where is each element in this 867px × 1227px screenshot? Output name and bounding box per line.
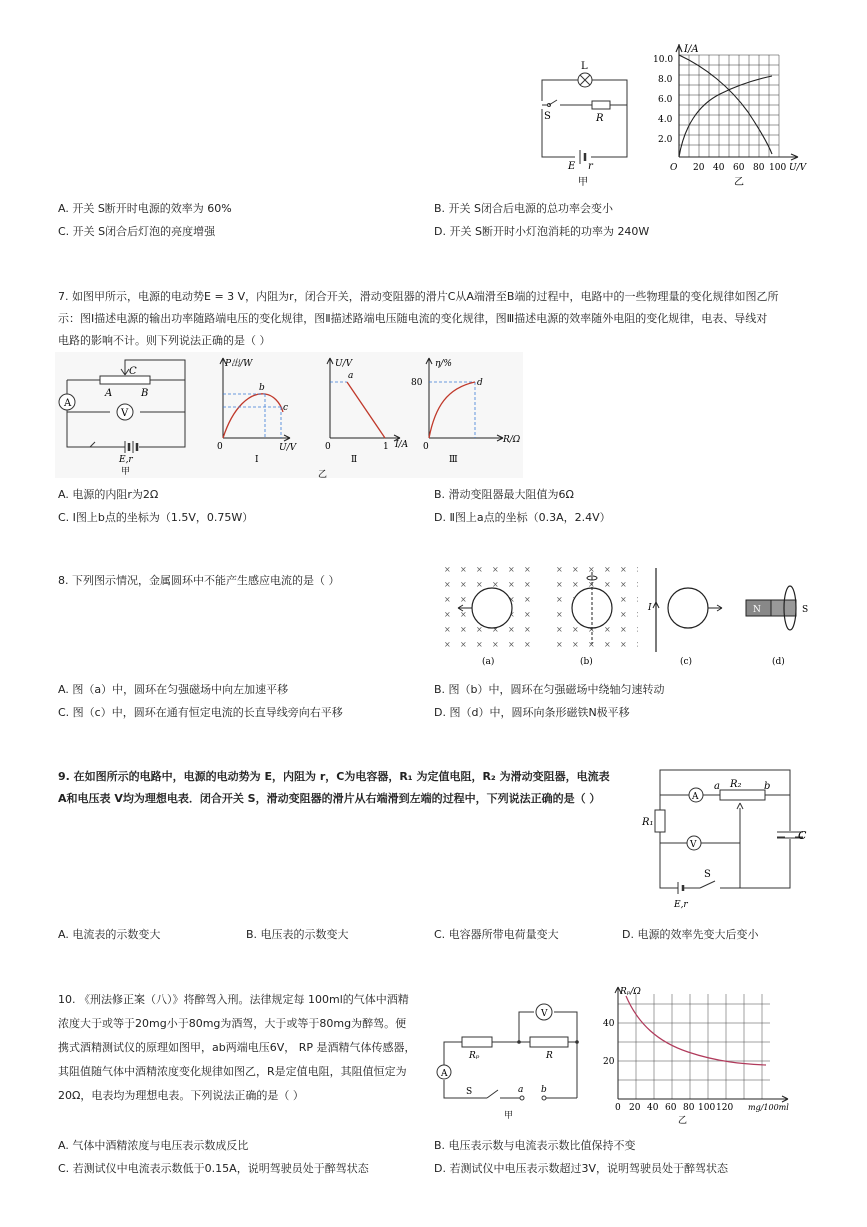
y-tick: 80 bbox=[411, 378, 423, 388]
stem-line: 7. 如图甲所示，电源的电动势E = 3 V，内阻为r，闭合开关，滑动变阻器的滑片C从A端滑至B端的过程中，电路中的一些物理量的变化规律如图乙所 bbox=[58, 290, 779, 303]
internal-r-label: r bbox=[588, 161, 593, 172]
q10-circuit-jia bbox=[432, 1000, 592, 1125]
resistor-label: R bbox=[596, 113, 604, 124]
x-tick: 40 bbox=[647, 1103, 659, 1113]
ammeter-label: A bbox=[441, 1069, 448, 1079]
voltmeter-label: V bbox=[121, 408, 129, 419]
rp-label: Rₚ bbox=[469, 1051, 480, 1061]
switch-label: S bbox=[544, 111, 551, 122]
caption-c: (c) bbox=[680, 657, 693, 667]
y-tick: 10.0 bbox=[653, 55, 674, 65]
stem-line: 示：图Ⅰ描述电源的输出功率随路端电压的变化规律，图Ⅱ描述路端电压随电流的变化规律，图Ⅲ描述电源的效率随外电阻的变化规律，电表、导线对 bbox=[58, 312, 768, 325]
stem-line: A和电压表 V均为理想电表．闭合开关 S，滑动变阻器的滑片从右端滑到左端的过程中，下列说法正确的是（ ） bbox=[58, 792, 601, 805]
option-a[interactable]: A. 电流表的示数变大 bbox=[58, 928, 161, 941]
figure-caption: 甲 bbox=[578, 177, 588, 188]
option-a[interactable]: A. 电源的内阻r为2Ω bbox=[58, 488, 159, 501]
terminal-a-label: a bbox=[518, 1085, 524, 1095]
lamp-label: L bbox=[581, 61, 588, 72]
option-d[interactable]: D. 若测试仪中电压表示数超过3V，说明驾驶员处于醉驾状态 bbox=[434, 1162, 728, 1175]
q8-stem: 8. 下列图示情况，金属圆环中不能产生感应电流的是（ ） bbox=[58, 574, 340, 587]
option-b[interactable]: B. 电压表的示数变大 bbox=[246, 928, 349, 941]
figure-caption: 乙 bbox=[734, 177, 744, 188]
figure-caption: 甲 bbox=[504, 1111, 514, 1121]
point-a-label: a bbox=[348, 371, 354, 381]
voltmeter-label: V bbox=[541, 1009, 548, 1019]
point-b-label: b bbox=[259, 383, 265, 393]
south-pole-label: S bbox=[802, 605, 809, 615]
option-c[interactable]: C. 若测试仪中电流表示数低于0.15A，说明驾驶员处于醉驾状态 bbox=[58, 1162, 369, 1175]
r1-label: R₁ bbox=[642, 817, 654, 828]
option-c[interactable]: C. 图（c）中，圆环在通有恒定电流的长直导线旁向右平移 bbox=[58, 706, 343, 719]
option-b[interactable]: B. 电压表示数与电流表示数比值保持不变 bbox=[434, 1139, 636, 1152]
y-axis-label: I/A bbox=[684, 44, 699, 55]
r2-label: R₂ bbox=[730, 779, 742, 790]
option-d[interactable]: D. 电源的效率先变大后变小 bbox=[622, 928, 759, 941]
caption-b: (b) bbox=[580, 657, 593, 667]
option-b[interactable]: B. 滑动变阻器最大阻值为6Ω bbox=[434, 488, 574, 501]
figure-caption: Ⅱ bbox=[351, 455, 358, 465]
emf-label: E bbox=[568, 161, 576, 172]
q7-stem bbox=[58, 286, 848, 352]
end-a-label: A bbox=[105, 388, 113, 399]
x-tick: 80 bbox=[753, 163, 765, 173]
x-tick: 60 bbox=[733, 163, 745, 173]
y-tick: 4.0 bbox=[658, 115, 673, 125]
option-d[interactable]: D. 开关 S断开时小灯泡消耗的功率为 240W bbox=[434, 225, 650, 238]
x-axis-label: R/Ω bbox=[503, 435, 521, 445]
emf-label: E,r bbox=[119, 455, 133, 465]
ammeter-label: A bbox=[692, 792, 699, 802]
option-a[interactable]: A. 气体中酒精浓度与电压表示数成反比 bbox=[58, 1139, 249, 1152]
figure-caption: 甲 bbox=[121, 467, 131, 477]
q10-stem bbox=[58, 988, 428, 1108]
stem-line: 携式酒精测试仪的原理如图甲，ab两端电压6V， RP 是酒精气体传感器， bbox=[58, 1041, 416, 1054]
option-a[interactable]: A. 图（a）中，圆环在匀强磁场中向左加速平移 bbox=[58, 683, 289, 696]
switch-label: S bbox=[466, 1087, 473, 1097]
slider-c-label: C bbox=[129, 366, 137, 377]
stem-line: 10. 《刑法修正案（八）》将醉驾入刑。法律规定每 100ml的气体中酒精 bbox=[58, 993, 409, 1006]
x-tick: 40 bbox=[713, 163, 725, 173]
end-b-label: B bbox=[141, 388, 149, 399]
option-d[interactable]: D. 图（d）中，圆环向条形磁铁N极平移 bbox=[434, 706, 630, 719]
x-tick: 20 bbox=[629, 1103, 641, 1113]
switch-label: S bbox=[704, 869, 711, 880]
current-label: I bbox=[648, 603, 652, 613]
x-axis-label: I/A bbox=[395, 440, 409, 450]
y-axis-label: Rₚ/Ω bbox=[620, 987, 641, 997]
stem-line: 浓度大于或等于20mg小于80mg为酒驾，大于或等于80mg为醉驾。便 bbox=[58, 1017, 407, 1030]
y-tick: 40 bbox=[603, 1019, 615, 1029]
ammeter-label: A bbox=[64, 398, 72, 409]
y-tick: 2.0 bbox=[658, 135, 673, 145]
y-axis-label: η/% bbox=[435, 359, 452, 369]
origin-label: 0 bbox=[217, 442, 223, 452]
voltmeter-label: V bbox=[690, 840, 697, 850]
q9-circuit bbox=[640, 765, 815, 913]
q6-graph-yi bbox=[650, 42, 815, 190]
x-tick: 100 bbox=[698, 1103, 716, 1113]
figure-caption: Ⅰ bbox=[255, 455, 259, 465]
origin-label: 0 bbox=[325, 442, 331, 452]
terminal-b-label: b bbox=[541, 1085, 547, 1095]
q7-figures bbox=[55, 352, 525, 480]
point-c-label: c bbox=[283, 403, 289, 413]
x-axis-label: U/V bbox=[789, 163, 807, 173]
origin-label: 0 bbox=[423, 442, 429, 452]
figure-caption: Ⅲ bbox=[449, 455, 458, 465]
q6-circuit-jia bbox=[530, 55, 640, 190]
stem-line: 电路的影响不计。则下列说法正确的是（ ） bbox=[58, 334, 271, 347]
origin-label: O bbox=[670, 163, 678, 173]
r-label: R bbox=[546, 1051, 553, 1061]
stem-line: 其阻值随气体中酒精浓度变化规律如图乙，R是定值电阻，其阻值恒定为 bbox=[58, 1065, 407, 1078]
caption-d: (d) bbox=[772, 657, 785, 667]
option-c[interactable]: C. Ⅰ图上b点的坐标为（1.5V，0.75W） bbox=[58, 511, 254, 524]
q8-figures bbox=[440, 562, 820, 672]
x-axis-label: mg/100ml bbox=[748, 1103, 789, 1112]
x-tick: 0 bbox=[615, 1103, 621, 1113]
end-b-label: b bbox=[764, 781, 771, 792]
x-tick: 100 bbox=[769, 163, 787, 173]
q9-stem bbox=[58, 766, 638, 810]
north-pole-label: N bbox=[753, 605, 761, 615]
y-tick: 20 bbox=[603, 1057, 615, 1067]
option-b[interactable]: B. 图（b）中，圆环在匀强磁场中绕轴匀速转动 bbox=[434, 683, 665, 696]
caption-a: (a) bbox=[482, 657, 495, 667]
option-b[interactable]: B. 开关 S闭合后电源的总功率会变小 bbox=[434, 202, 614, 215]
option-c[interactable]: C. 电容器所带电荷量变大 bbox=[434, 928, 559, 941]
x-tick: 20 bbox=[693, 163, 705, 173]
figure-caption: 乙 bbox=[678, 1116, 688, 1126]
q10-graph-yi bbox=[598, 984, 813, 1126]
x-tick: 1 bbox=[383, 442, 389, 452]
emf-label: E,r bbox=[674, 900, 688, 910]
y-tick: 6.0 bbox=[658, 95, 673, 105]
option-c[interactable]: C. 开关 S闭合后灯泡的亮度增强 bbox=[58, 225, 216, 238]
stem-line: 20Ω，电表均为理想电表。下列说法正确的是（ ） bbox=[58, 1089, 304, 1102]
x-tick: 80 bbox=[683, 1103, 695, 1113]
x-axis-label: U/V bbox=[279, 443, 297, 453]
option-d[interactable]: D. Ⅱ图上a点的坐标（0.3A，2.4V） bbox=[434, 511, 611, 524]
capacitor-label: C bbox=[798, 829, 807, 842]
y-axis-label: U/V bbox=[335, 359, 353, 369]
y-tick: 8.0 bbox=[658, 75, 673, 85]
end-a-label: a bbox=[714, 781, 720, 792]
y-axis-label: P出/W bbox=[225, 359, 253, 369]
option-a[interactable]: A. 开关 S断开时电源的效率为 60% bbox=[58, 202, 232, 215]
x-tick: 60 bbox=[665, 1103, 677, 1113]
stem-line: 9. 在如图所示的电路中，电源的电动势为 E，内阻为 r，C为电容器，R₁ 为定值电阻，R₂ 为滑动变阻器，电流表 bbox=[58, 770, 610, 783]
point-d-label: d bbox=[477, 378, 483, 388]
x-tick: 120 bbox=[716, 1103, 734, 1113]
figure-caption: 乙 bbox=[318, 470, 328, 480]
